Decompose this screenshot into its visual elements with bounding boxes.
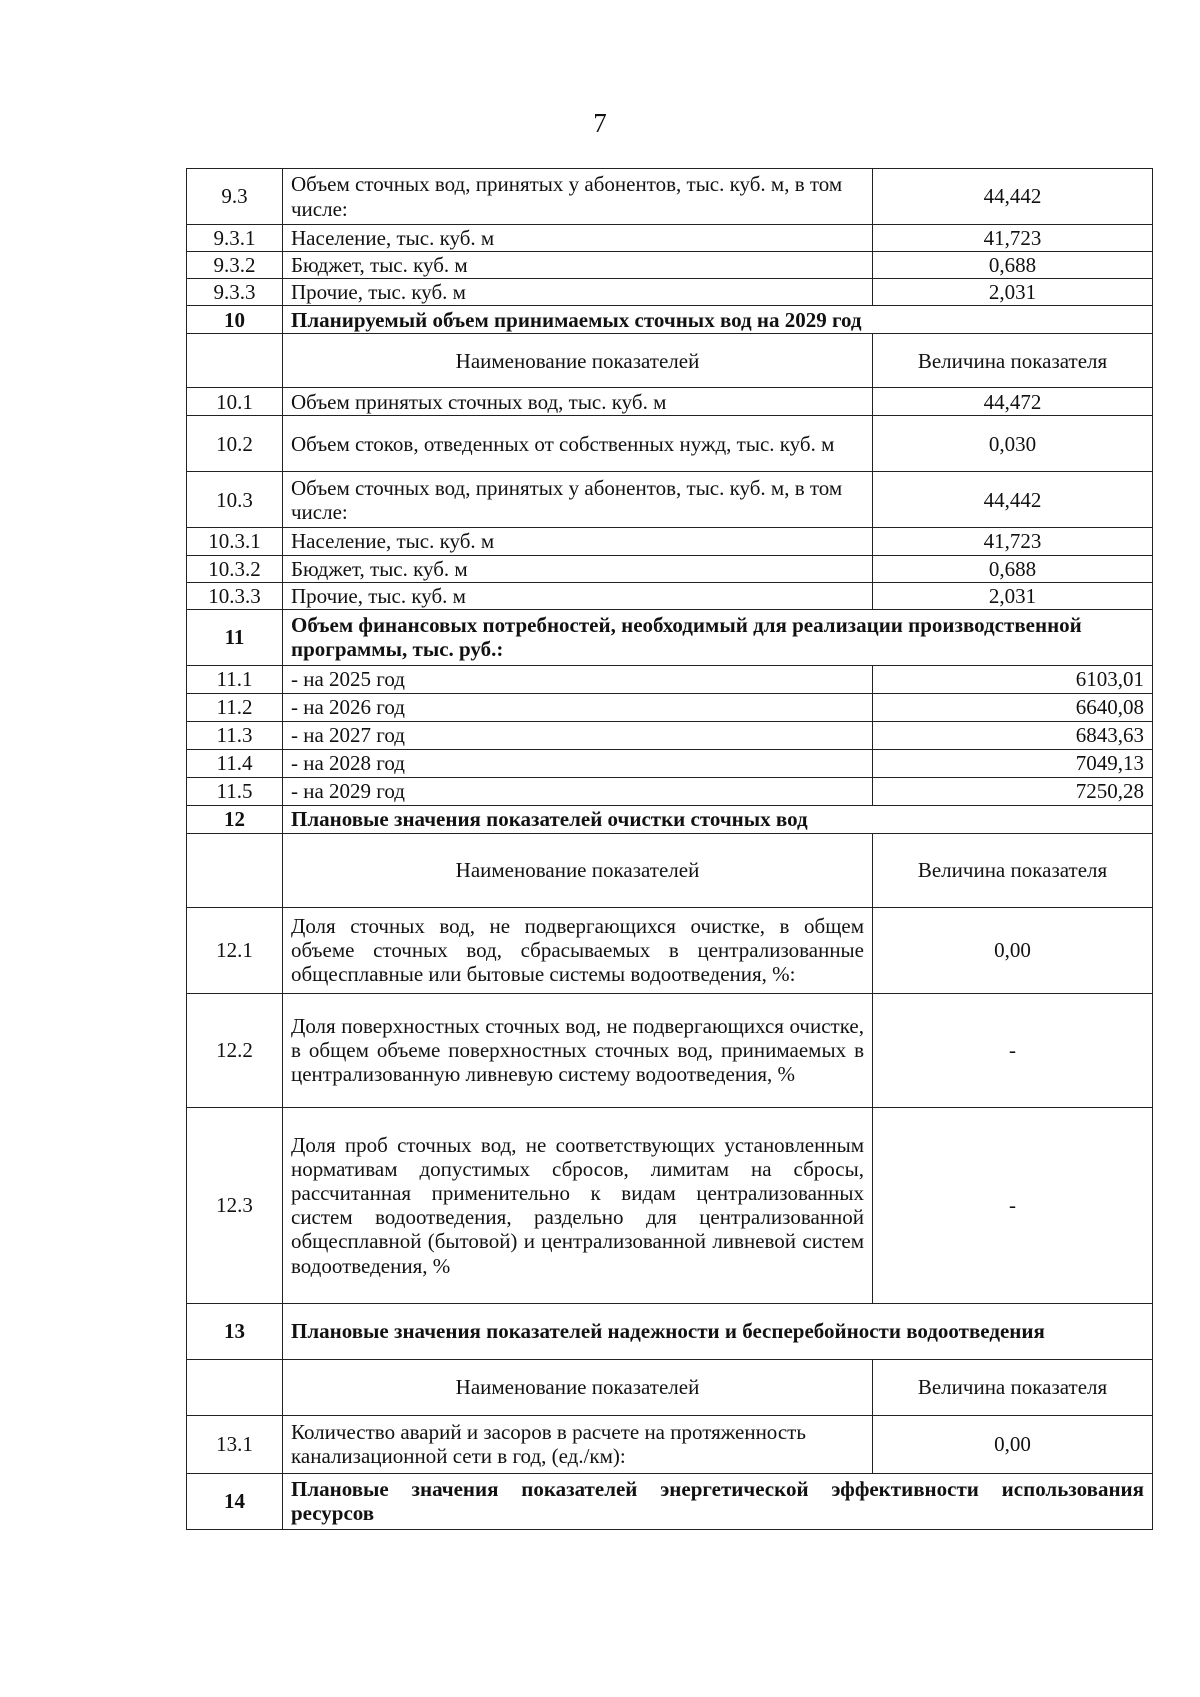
row-value: - bbox=[873, 993, 1153, 1107]
row-number: 11.4 bbox=[187, 749, 283, 777]
row-label: Доля проб сточных вод, не соответствующих установленным нормативам допустимых сбросов, лимитам на сбросы, рассчитанная применительно к видам централизованных систем водоотведения, раздельно для централизованной общесплавной (бытовой) и централизованной ливневой систем водоотведения, % bbox=[283, 1107, 873, 1303]
row-number: 10.3.1 bbox=[187, 528, 283, 555]
row-value: 0,688 bbox=[873, 252, 1153, 279]
row-value: 44,442 bbox=[873, 472, 1153, 528]
row-label: Доля поверхностных сточных вод, не подвергающихся очистке, в общем объеме поверхностных сточных вод, принимаемых в централизованную ливневую систему водоотведения, % bbox=[283, 993, 873, 1107]
section-title: Плановые значения показателей энергетической эффективности использования ресурсов bbox=[283, 1473, 1153, 1529]
table-row bbox=[187, 416, 1153, 472]
row-number: 10.3 bbox=[187, 472, 283, 528]
row-value: 6640,08 bbox=[873, 693, 1153, 721]
section-row bbox=[187, 306, 1153, 334]
section-title: Плановые значения показателей надежности и бесперебойности водоотведения bbox=[283, 1303, 1153, 1359]
table-row bbox=[187, 721, 1153, 749]
header-value: Величина показателя bbox=[873, 334, 1153, 388]
row-value: 0,688 bbox=[873, 555, 1153, 582]
row-number: 12.3 bbox=[187, 1107, 283, 1303]
header-value: Величина показателя bbox=[873, 833, 1153, 907]
header-name: Наименование показателей bbox=[283, 833, 873, 907]
section-number: 13 bbox=[187, 1303, 283, 1359]
row-number: 13.1 bbox=[187, 1415, 283, 1473]
row-label: Объем стоков, отведенных от собственных нужд, тыс. куб. м bbox=[283, 416, 873, 472]
table-row bbox=[187, 1415, 1153, 1473]
section-number: 12 bbox=[187, 805, 283, 833]
table-row bbox=[187, 555, 1153, 582]
row-number: 11.2 bbox=[187, 693, 283, 721]
row-number: 9.3.1 bbox=[187, 225, 283, 252]
row-value: 6103,01 bbox=[873, 665, 1153, 693]
page-number: 7 bbox=[593, 108, 607, 138]
row-number: 12.1 bbox=[187, 907, 283, 993]
row-label: Бюджет, тыс. куб. м bbox=[283, 555, 873, 582]
section-title: Планируемый объем принимаемых сточных вод на 2029 год bbox=[283, 306, 1153, 334]
row-label: Бюджет, тыс. куб. м bbox=[283, 252, 873, 279]
header-row bbox=[187, 1359, 1153, 1415]
row-value: 0,00 bbox=[873, 907, 1153, 993]
section-number: 14 bbox=[187, 1473, 283, 1529]
row-value: 2,031 bbox=[873, 582, 1153, 609]
table-row bbox=[187, 582, 1153, 609]
table-row bbox=[187, 472, 1153, 528]
row-label: Население, тыс. куб. м bbox=[283, 528, 873, 555]
row-value: 41,723 bbox=[873, 528, 1153, 555]
row-value: 0,030 bbox=[873, 416, 1153, 472]
row-number: 9.3.2 bbox=[187, 252, 283, 279]
row-number: 9.3.3 bbox=[187, 279, 283, 306]
section-number: 11 bbox=[187, 609, 283, 665]
row-value: - bbox=[873, 1107, 1153, 1303]
row-number: 10.3.2 bbox=[187, 555, 283, 582]
row-label: Объем принятых сточных вод, тыс. куб. м bbox=[283, 388, 873, 416]
header-name: Наименование показателей bbox=[283, 1359, 873, 1415]
indicators-table bbox=[186, 168, 1153, 1530]
row-label: Население, тыс. куб. м bbox=[283, 225, 873, 252]
row-label: - на 2028 год bbox=[283, 749, 873, 777]
row-number: 11.3 bbox=[187, 721, 283, 749]
table-row bbox=[187, 749, 1153, 777]
row-label: Объем сточных вод, принятых у абонентов, тыс. куб. м, в том числе: bbox=[283, 169, 873, 225]
table-row bbox=[187, 252, 1153, 279]
row-label: Прочие, тыс. куб. м bbox=[283, 582, 873, 609]
header-blank bbox=[187, 833, 283, 907]
row-number: 9.3 bbox=[187, 169, 283, 225]
row-number: 10.2 bbox=[187, 416, 283, 472]
table-row bbox=[187, 225, 1153, 252]
row-value: 44,472 bbox=[873, 388, 1153, 416]
row-value: 2,031 bbox=[873, 279, 1153, 306]
row-value: 44,442 bbox=[873, 169, 1153, 225]
row-number: 11.5 bbox=[187, 777, 283, 805]
row-label: - на 2026 год bbox=[283, 693, 873, 721]
section-row bbox=[187, 1473, 1153, 1529]
row-value: 0,00 bbox=[873, 1415, 1153, 1473]
table-row bbox=[187, 693, 1153, 721]
row-value: 7049,13 bbox=[873, 749, 1153, 777]
section-title: Объем финансовых потребностей, необходимый для реализации производственной программы, тыс. руб.: bbox=[283, 609, 1153, 665]
section-number: 10 bbox=[187, 306, 283, 334]
row-value: 41,723 bbox=[873, 225, 1153, 252]
header-name: Наименование показателей bbox=[283, 334, 873, 388]
section-row bbox=[187, 609, 1153, 665]
row-label: - на 2027 год bbox=[283, 721, 873, 749]
row-label: - на 2025 год bbox=[283, 665, 873, 693]
row-value: 7250,28 bbox=[873, 777, 1153, 805]
section-row bbox=[187, 805, 1153, 833]
table-row bbox=[187, 665, 1153, 693]
row-label: Количество аварий и засоров в расчете на протяженность канализационной сети в год, (ед./км): bbox=[283, 1415, 873, 1473]
row-number: 10.1 bbox=[187, 388, 283, 416]
header-row bbox=[187, 833, 1153, 907]
section-title: Плановые значения показателей очистки сточных вод bbox=[283, 805, 1153, 833]
row-value: 6843,63 bbox=[873, 721, 1153, 749]
row-label: Прочие, тыс. куб. м bbox=[283, 279, 873, 306]
table-row bbox=[187, 388, 1153, 416]
table-row bbox=[187, 169, 1153, 225]
section-row bbox=[187, 1303, 1153, 1359]
row-label: - на 2029 год bbox=[283, 777, 873, 805]
header-blank bbox=[187, 334, 283, 388]
row-number: 11.1 bbox=[187, 665, 283, 693]
row-number: 12.2 bbox=[187, 993, 283, 1107]
row-number: 10.3.3 bbox=[187, 582, 283, 609]
row-label: Доля сточных вод, не подвергающихся очистке, в общем объеме сточных вод, сбрасываемых в централизованные общесплавные или бытовые системы водоотведения, %: bbox=[283, 907, 873, 993]
table-row bbox=[187, 1107, 1153, 1303]
row-label: Объем сточных вод, принятых у абонентов, тыс. куб. м, в том числе: bbox=[283, 472, 873, 528]
table-row bbox=[187, 993, 1153, 1107]
table-row bbox=[187, 528, 1153, 555]
header-row bbox=[187, 334, 1153, 388]
table-row bbox=[187, 279, 1153, 306]
table-row bbox=[187, 907, 1153, 993]
header-blank bbox=[187, 1359, 283, 1415]
header-value: Величина показателя bbox=[873, 1359, 1153, 1415]
table-row bbox=[187, 777, 1153, 805]
